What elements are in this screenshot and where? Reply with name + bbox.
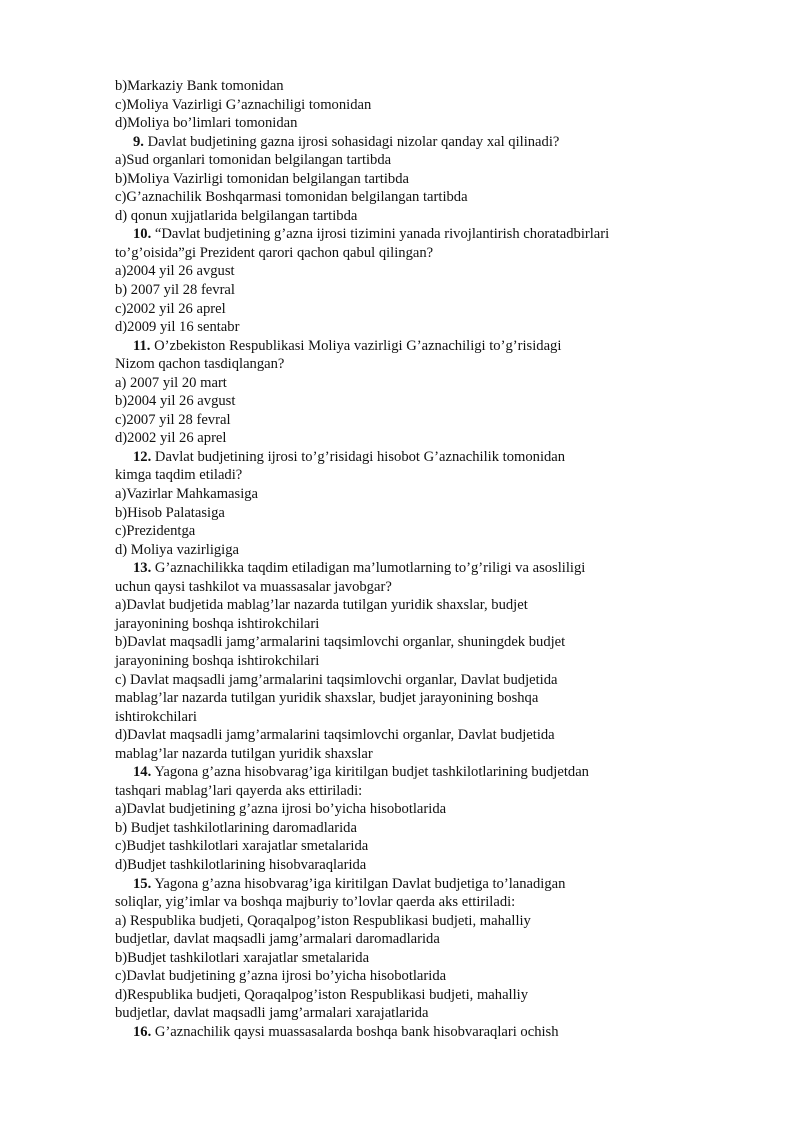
q11-option-d: d)2002 yil 26 aprel: [115, 430, 227, 447]
q10-question: [115, 225, 715, 244]
q15-number: 15.: [133, 875, 152, 892]
q13-option-d-2: mablag’lar nazarda tutilgan yuridik shaxslar: [115, 745, 373, 762]
q15-text-2: soliqlar, yig’imlar va boshqa majburiy to’lovlar qaerda aks ettiriladi:: [115, 894, 516, 911]
q10-option-d: d)2009 yil 16 sentabr: [115, 319, 240, 336]
document-body: [115, 77, 715, 1041]
q10-number: 10.: [133, 226, 152, 243]
q11-text-2: Nizom qachon tasdiqlangan?: [115, 356, 285, 373]
q13-option-c-3: ishtirokchilari: [115, 708, 197, 725]
q13-option-b-1: b)Davlat maqsadli jamg’armalarini taqsimlovchi organlar, shuningdek budjet: [115, 634, 566, 651]
q13-option-b-2: jarayonining boshqa ishtirokchilari: [115, 652, 320, 669]
q12-option-c: c)Prezidentga: [115, 523, 196, 540]
q14-option-c: c)Budjet tashkilotlari xarajatlar smetalarida: [115, 838, 369, 855]
q15-option-a-1: a) Respublika budjeti, Qoraqalpog’iston Respublikasi budjeti, mahalliy: [115, 912, 531, 929]
q12-option-a: a)Vazirlar Mahkamasiga: [115, 486, 259, 503]
q15-question: [115, 875, 715, 894]
q10-option-b: b) 2007 yil 28 fevral: [115, 282, 235, 299]
q10-text-1: “Davlat budjetining g’azna ijrosi tizimini yanada rivojlantirish choratadbirlari: [151, 226, 610, 243]
q11-option-a: a) 2007 yil 20 mart: [115, 374, 227, 391]
q15-option-d-1: d)Respublika budjeti, Qoraqalpog’iston Respublikasi budjeti, mahalliy: [115, 986, 529, 1003]
q13-option-a-1: a)Davlat budjetida mablag’lar nazarda tutilgan yuridik shaxslar, budjet: [115, 597, 528, 614]
q9-number: 9.: [133, 133, 144, 150]
q16-number: 16.: [133, 1023, 152, 1040]
q10-option-c: c)2002 yil 26 aprel: [115, 300, 226, 317]
q16-question: [115, 1023, 715, 1042]
q14-text-2: tashqari mablag’lari qayerda aks ettiriladi:: [115, 782, 363, 799]
q13-option-c-1: c) Davlat maqsadli jamg’armalarini taqsimlovchi organlar, Davlat budjetida: [115, 671, 558, 688]
q8-option-b: b)Markaziy Bank tomonidan: [115, 78, 284, 94]
q12-number: 12.: [133, 448, 152, 465]
q9-option-c: c)G’aznachilik Boshqarmasi tomonidan belgilangan tartibda: [115, 189, 468, 206]
q8-option-d: d)Moliya bo’limlari tomonidan: [115, 115, 298, 132]
q9-option-a: a)Sud organlari tomonidan belgilangan tartibda: [115, 152, 392, 169]
q12-option-b: b)Hisob Palatasiga: [115, 504, 225, 521]
q14-text-1: Yagona g’azna hisobvarag’iga kiritilgan budjet tashkilotlarining budjetdan: [151, 764, 589, 781]
q13-number: 13.: [133, 560, 152, 577]
q9-text: Davlat budjetining gazna ijrosi sohasidagi nizolar qanday xal qilinadi?: [143, 133, 560, 150]
q12-text-1: Davlat budjetining ijrosi to’g’risidagi hisobot G’aznachilik tomonidan: [151, 448, 566, 465]
q12-text-2: kimga taqdim etiladi?: [115, 467, 243, 484]
q16-text-1: G’aznachilik qaysi muassasalarda boshqa bank hisobvaraqlari ochish: [151, 1023, 559, 1040]
q11-text-1: O’zbekiston Respublikasi Moliya vazirligi G’aznachiligi to’g’risidagi: [150, 337, 562, 354]
q15-option-d-2: budjetlar, davlat maqsadli jamg’armalari xarajatlarida: [115, 1005, 429, 1022]
q14-number: 14.: [133, 764, 152, 781]
q13-option-d-1: d)Davlat maqsadli jamg’armalarini taqsimlovchi organlar, Davlat budjetida: [115, 727, 555, 744]
q12-question: [115, 448, 715, 467]
q10-text-2: to’g’oisida”gi Prezident qarori qachon qabul qilingan?: [115, 244, 434, 261]
q15-option-c: c)Davlat budjetining g’azna ijrosi bo’yicha hisobotlarida: [115, 968, 447, 985]
q13-text-1: G’aznachilikka taqdim etiladigan ma’lumotlarning to’g’riligi va asosliligi: [151, 560, 586, 577]
q10-option-a: a)2004 yil 26 avgust: [115, 263, 235, 280]
q13-option-a-2: jarayonining boshqa ishtirokchilari: [115, 615, 320, 632]
q11-option-c: c)2007 yil 28 fevral: [115, 411, 231, 428]
q11-number: 11.: [133, 337, 151, 354]
q9-option-d: d) qonun xujjatlarida belgilangan tartibda: [115, 207, 358, 224]
q14-option-a: a)Davlat budjetining g’azna ijrosi bo’yicha hisobotlarida: [115, 801, 447, 818]
q15-text-1: Yagona g’azna hisobvarag’iga kiritilgan Davlat budjetiga to’lanadigan: [151, 875, 566, 892]
q15-option-a-2: budjetlar, davlat maqsadli jamg’armalari daromadlarida: [115, 931, 440, 948]
q14-option-d: d)Budjet tashkilotlarining hisobvaraqlarida: [115, 856, 367, 873]
q13-text-2: uchun qaysi tashkilot va muassasalar javobgar?: [115, 578, 392, 595]
q9-question: [115, 133, 715, 152]
q11-question: [115, 337, 715, 356]
q13-option-c-2: mablag’lar nazarda tutilgan yuridik shaxslar, budjet jarayonining boshqa: [115, 690, 539, 707]
q11-option-b: b)2004 yil 26 avgust: [115, 393, 236, 410]
q15-option-b: b)Budjet tashkilotlari xarajatlar smetalarida: [115, 949, 370, 966]
q12-option-d: d) Moliya vazirligiga: [115, 541, 240, 558]
q14-question: [115, 763, 715, 782]
q8-option-c: c)Moliya Vazirligi G’aznachiligi tomonidan: [115, 96, 372, 113]
q13-question: [115, 559, 715, 578]
q9-option-b: b)Moliya Vazirligi tomonidan belgilangan tartibda: [115, 170, 409, 187]
q14-option-b: b) Budjet tashkilotlarining daromadlarida: [115, 819, 357, 836]
